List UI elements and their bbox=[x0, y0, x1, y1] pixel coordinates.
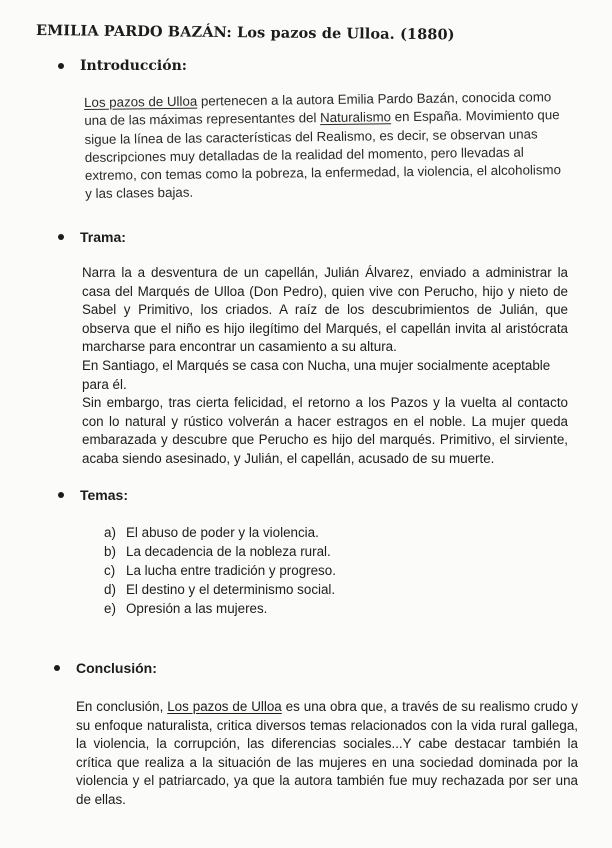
bullet-icon bbox=[58, 234, 64, 240]
temas-list bbox=[104, 523, 524, 618]
work-title-reference: Los pazos de Ulloa bbox=[84, 93, 198, 110]
list-item: c) La lucha entre tradición y progreso. bbox=[104, 563, 336, 578]
heading-introduccion: Introducción: bbox=[80, 58, 187, 74]
list-item: e) Opresión a las mujeres. bbox=[104, 601, 268, 616]
section-heading bbox=[58, 487, 128, 503]
heading-temas: Temas: bbox=[80, 487, 128, 503]
section-trama bbox=[58, 229, 126, 245]
list-item: d) El destino y el determinismo social. bbox=[104, 582, 336, 597]
introduccion-paragraph bbox=[84, 88, 563, 204]
section-temas bbox=[58, 487, 128, 503]
bullet-icon bbox=[58, 492, 64, 498]
list-item: a) El abuso de poder y la violencia. bbox=[104, 525, 319, 540]
intro-text-end: en España. Movimiento que sigue la línea de las características del Realismo, es decir, se observan unas descripciones muy detalladas de la realidad del momento, pero llevadas al extremo, con temas como la pobreza, la enfermedad, la violencia, el alcoholismo y las clases bajas. bbox=[84, 107, 562, 202]
document-title: EMILIA PARDO BAZÁN: Los pazos de Ulloa. (1880) bbox=[35, 22, 455, 44]
trama-paragraph-3: Sin embargo, tras cierta felicidad, el retorno a los Pazos y la vuelta al contacto con lo natural y rústico volverán a hacer estragos en el noble. La mujer queda embarazada y descubre que Perucho es hijo del marqués. Primitivo, el sirviente, acaba siendo asesinado, y Julián, el capellán, acusado de su muerte. bbox=[82, 395, 568, 466]
list-item: b) La decadencia de la nobleza rural. bbox=[104, 544, 331, 559]
section-conclusion bbox=[54, 660, 157, 676]
bullet-icon bbox=[58, 63, 64, 69]
introduccion-body bbox=[84, 88, 563, 204]
trama-paragraph-2: En Santiago, el Marqués se casa con Nucha, una mujer socialmente aceptable para él. bbox=[82, 357, 551, 392]
heading-trama: Trama: bbox=[80, 229, 126, 245]
section-heading bbox=[58, 58, 187, 74]
intro-text: pertenecen a la autora Emilia Pardo Bazán, conocida como una de las máximas representantes del bbox=[84, 89, 552, 129]
bullet-icon bbox=[54, 665, 60, 671]
section-introduccion bbox=[58, 58, 187, 74]
section-heading bbox=[54, 660, 157, 676]
conclusion-paragraph: En conclusión, Los pazos de Ulloa es una obra que, a través de su realismo crudo y su enfoque naturalista, critica diversos temas relacionados con la vida rural gallega, la violencia, la corrupción, las diferencias sociales...Y cabe destacar también la crítica que realiza a la situación de las mujeres en una sociedad dominada por la violencia y el patriarcado, ya que la autora también fue muy rechazada por ser una de ellas. bbox=[76, 699, 579, 807]
trama-body bbox=[82, 264, 568, 469]
work-title-reference: Los pazos de Ulloa bbox=[167, 699, 282, 714]
conclusion-body bbox=[76, 698, 578, 810]
naturalismo-reference: Naturalismo bbox=[319, 109, 392, 126]
heading-conclusion: Conclusión: bbox=[76, 660, 157, 676]
trama-paragraph-1: Narra la a desventura de un capellán, Julián Álvarez, enviado a administrar la casa del Marqués de Ulloa (Don Pedro), quien vive con Perucho, hijo y nieto de Sabel y Primitivo, los criados. A raíz de los descubrimientos de Julián, que observa que el niño es hijo ilegítimo del Marqués, el capellán invita al aristócrata marcharse para encontrar un casamiento a su altura. bbox=[82, 265, 568, 355]
section-heading bbox=[58, 229, 126, 245]
